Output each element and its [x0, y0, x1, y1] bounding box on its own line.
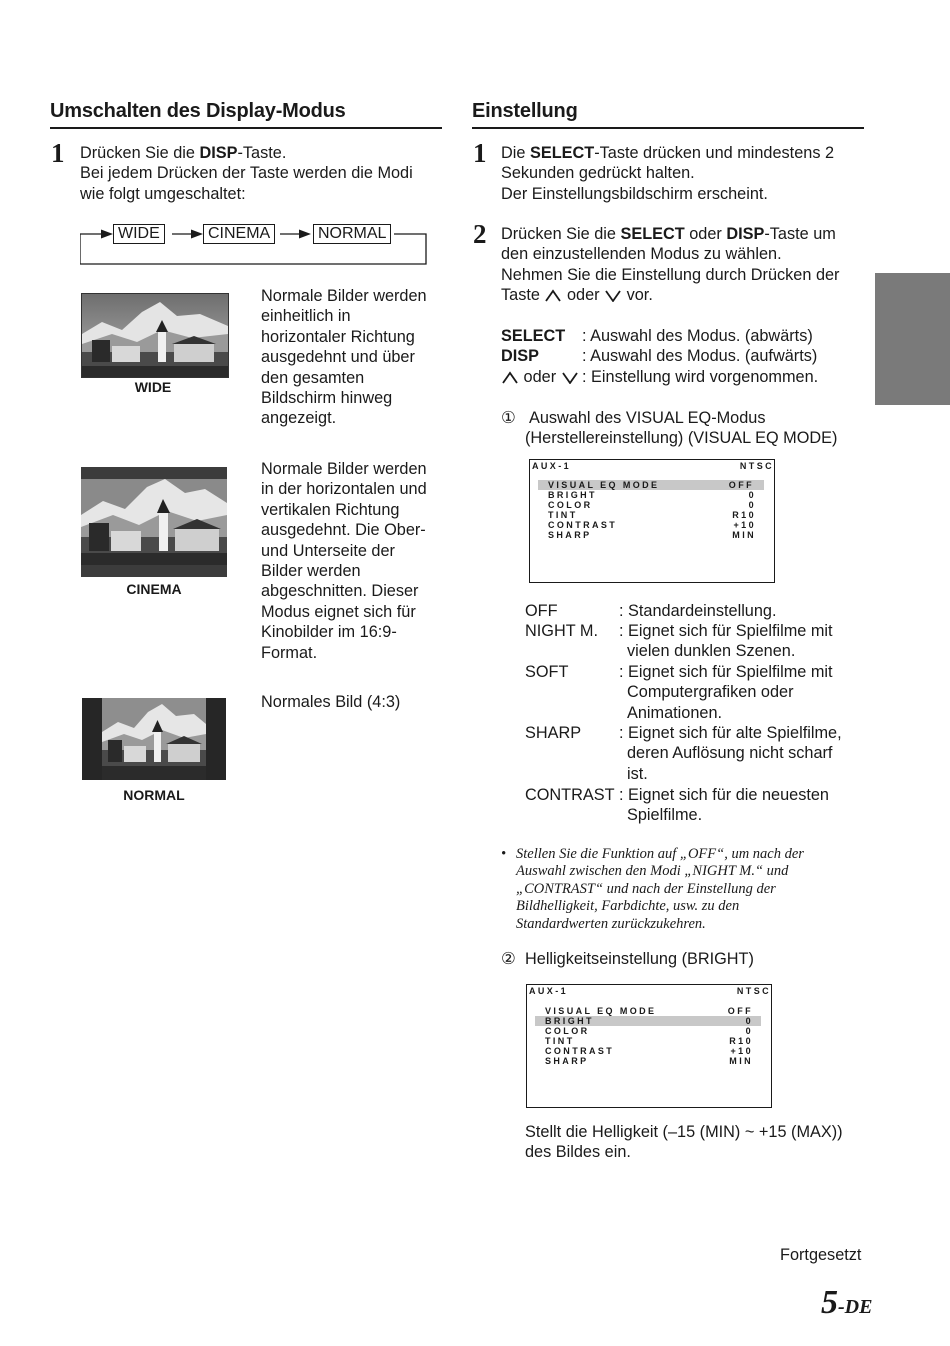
- eq-term-night: NIGHT M.: [525, 622, 598, 640]
- heading-rule: [472, 127, 864, 129]
- note-text: Stellen Sie die Funktion auf „OFF“, um nach der Auswahl zwischen den Modi „NIGHT M.“ und „CONTRAST“ und nach der Einstellung der Bildhelligkeit, Farbdichte, usw. zu den Standardwerten zurückzukehren.: [516, 846, 804, 932]
- eq-term-sharp: SHARP: [525, 724, 582, 742]
- arrow-right-icon: [299, 230, 311, 239]
- eq-desc-sharp: : Eignet sich für alte Spielfilme, deren Auflösung nicht scharf ist.: [619, 724, 842, 783]
- settings-screen-visual-eq: [529, 459, 775, 583]
- menu-system: NTSC: [739, 461, 774, 471]
- key-term-select: SELECT: [501, 327, 566, 345]
- mode-label-normal: NORMAL: [123, 787, 185, 803]
- eq-desc-soft: : Eignet sich für Spielfilme mit Computergrafiken oder Animationen.: [619, 663, 833, 722]
- key-desc-select: : Auswahl des Modus. (abwärts): [582, 327, 813, 345]
- chevron-up-icon: [501, 370, 519, 384]
- key-desc-disp: : Auswahl des Modus. (aufwärts): [582, 347, 818, 365]
- step-text: Drücken Sie die DISP-Taste. Bei jedem Drücken der Taste werden die Modi wie folgt umgeschaltet:: [80, 144, 413, 203]
- menu-row: SHARP MIN: [545, 1056, 753, 1066]
- step-text: Die SELECT-Taste drücken und mindestens 2 Sekunden gedrückt halten. Der Einstellungsbildschirm erscheint.: [501, 144, 835, 203]
- item-marker: ②: [501, 950, 516, 968]
- key-term-disp: DISP: [501, 347, 540, 365]
- mode-box-wide: WIDE: [113, 224, 165, 244]
- chevron-up-icon: [544, 288, 562, 302]
- arrow-right-icon: [101, 230, 113, 239]
- menu-system: NTSC: [736, 986, 771, 996]
- mode-label-wide: WIDE: [134, 379, 172, 395]
- normal-mode-photo: [82, 698, 226, 780]
- normal-scene-illustration: [82, 698, 226, 780]
- eq-term-contrast: CONTRAST: [525, 786, 615, 804]
- menu-row: TINT R10: [548, 510, 756, 520]
- item-title-visual-eq: Auswahl des VISUAL EQ-Modus (Herstellereinstellung) (VISUAL EQ MODE): [525, 409, 838, 448]
- menu-row-highlighted: VISUAL EQ MODE OFF: [538, 480, 764, 490]
- continued-label: Fortgesetzt: [780, 1246, 862, 1264]
- eq-term-soft: SOFT: [525, 663, 569, 681]
- menu-source: AUX-1: [532, 461, 572, 471]
- key-term-arrows: oder: [501, 367, 579, 387]
- menu-source: AUX-1: [529, 986, 569, 996]
- mode-cycle-diagram: [80, 220, 428, 266]
- mode-description-normal: Normales Bild (4:3): [261, 693, 401, 711]
- bright-description: Stellt die Helligkeit (–15 (MIN) ~ +15 (MAX)) des Bildes ein.: [525, 1123, 843, 1162]
- menu-row: COLOR 0: [545, 1026, 753, 1036]
- mode-box-cinema: CINEMA: [203, 224, 275, 244]
- mode-description-wide: Normale Bilder werden einheitlich in horizontaler Richtung ausgedehnt und über den gesamten Bildschirm hinweg angezeigt.: [261, 287, 427, 428]
- menu-row: VISUAL EQ MODE OFF: [545, 1006, 753, 1016]
- menu-row: BRIGHT 0: [548, 490, 756, 500]
- eq-desc-contrast: : Eignet sich für die neuesten Spielfilme.: [619, 786, 829, 825]
- cinema-mode-photo: [81, 467, 227, 577]
- step-number: 2: [473, 219, 487, 249]
- wide-mode-photo: [81, 293, 229, 378]
- step-number: 1: [473, 138, 487, 168]
- eq-desc-night: : Eignet sich für Spielfilme mit vielen dunklen Szenen.: [619, 622, 833, 661]
- eq-desc-off: : Standardeinstellung.: [619, 602, 777, 620]
- note-bullet: •: [501, 846, 507, 862]
- settings-screen-bright: [526, 984, 772, 1108]
- step-number: 1: [51, 138, 65, 168]
- item-marker: ①: [501, 409, 516, 427]
- item-title-bright: Helligkeitseinstellung (BRIGHT): [525, 950, 754, 968]
- cinema-scene-illustration: [81, 467, 227, 577]
- section-heading-einstellung: Einstellung: [472, 100, 578, 122]
- key-desc-arrows: : Einstellung wird vorgenommen.: [582, 368, 819, 386]
- menu-row-highlighted: BRIGHT 0: [535, 1016, 761, 1026]
- menu-row: TINT R10: [545, 1036, 753, 1046]
- eq-term-off: OFF: [525, 602, 558, 620]
- menu-row: CONTRAST +10: [548, 520, 756, 530]
- menu-row: CONTRAST +10: [545, 1046, 753, 1056]
- arrow-right-icon: [191, 230, 203, 239]
- section-heading-display-mode: Umschalten des Display-Modus: [50, 100, 346, 122]
- mode-label-cinema: CINEMA: [126, 581, 182, 597]
- step-text: Drücken Sie die SELECT oder DISP-Taste um den einzustellenden Modus zu wählen. Nehmen Sie die Einstellung durch Drücken der Taste oder vor.: [501, 225, 840, 305]
- page-number: 5-DE: [821, 1284, 873, 1321]
- menu-row: SHARP MIN: [548, 530, 756, 540]
- heading-rule: [50, 127, 442, 129]
- chevron-down-icon: [561, 370, 579, 384]
- side-tab: [875, 273, 950, 405]
- chevron-down-icon: [604, 288, 622, 302]
- menu-row: COLOR 0: [548, 500, 756, 510]
- mode-box-normal: NORMAL: [313, 224, 391, 244]
- mode-description-cinema: Normale Bilder werden in der horizontalen und vertikalen Richtung ausgedehnt. Die Ober- und Unterseite der Bilder werden abgeschnitten. Dieser Modus eignet sich für Kinobilder im 16:9- Format.: [261, 460, 427, 662]
- wide-scene-illustration: [82, 294, 228, 377]
